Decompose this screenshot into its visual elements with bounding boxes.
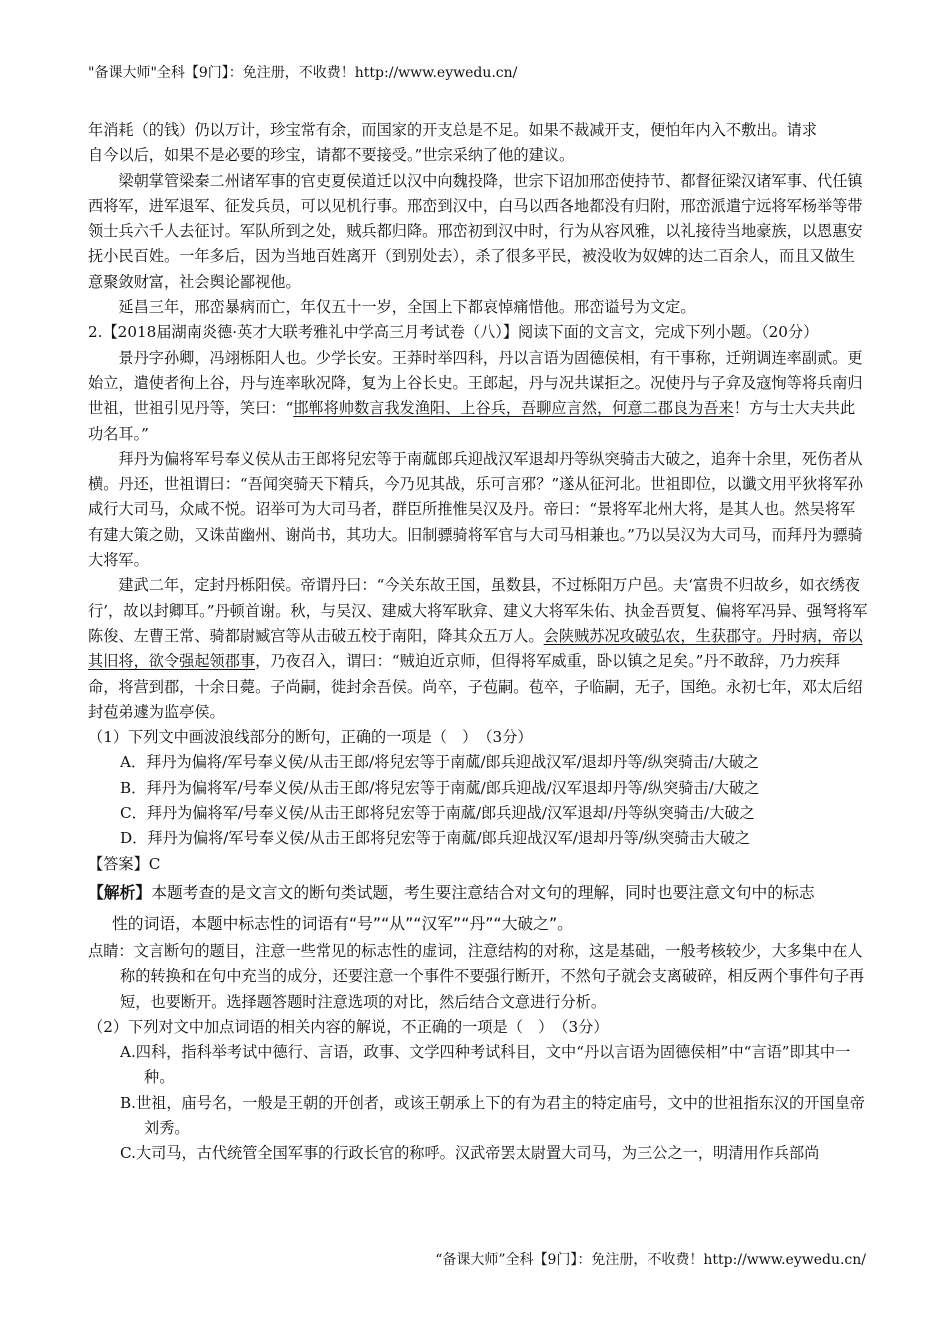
question-title: 2.【2018届湖南炎德·英才大联考雅礼中学高三月考试卷（八）】阅读下面的文言文，完成下列小题。（20分） <box>88 323 819 342</box>
paragraph: 自今以后，如果不是必要的珍宝，请都不要接受。”世宗采纳了他的建议。 <box>88 146 575 165</box>
option-a: A．拜丹为偏将/军号奉义侯/从击王郎/将兒宏等于南蓏/郎兵迎战汉军/退却丹等/纵突骑击/大破之 <box>120 753 760 772</box>
paragraph: 梁朝掌管梁秦二州诸军事的官吏夏侯道迁以汉中向魏投降，世宗下诏加邢峦使持节、都督征梁汉诸军事、代任镇西将军，进军退军、征发兵员，可以见机行事。邢峦到汉中，白马以西各地都没有归附，邢峦派遣宁远将军杨举等带领士兵六千人去征讨。军队所到之处，贼兵都归降。邢峦初到汉中时，行为从容风雅，以礼接待当地豪族，以恩惠安抚小民百姓。一年多后，因为当地百姓离开（到别处去），杀了很多平民，被没收为奴婢的达二百余人，而且又做生意聚敛财富，社会舆论鄙视他。 <box>88 171 863 291</box>
sub-question: （1）下列文中画波浪线部分的断句，正确的一项是（ ） （3分） <box>88 728 533 747</box>
analysis <box>88 877 868 908</box>
document-body <box>88 118 868 1167</box>
passage-text: 景丹字孙卿，冯翊栎阳人也。少学长安。王莽时举四科，丹以言语为固德侯相，有干事称，迁朔调连率副贰。更始立，遣使者徇上谷，丹与连率耿况降，复为上谷长史。王郎起，丹与况共谋拒之。况使丹与子弇及寇恂等将兵南归世祖，世祖引见丹等，笑曰：“ <box>88 348 863 418</box>
option-d: D．拜丹为偏将/军号奉义侯/从击王郎将兒宏等于南蓏/郎兵迎战汉军/退却丹等/纵突骑击大破之 <box>120 829 751 848</box>
underlined-sentence: 邯郸将帅数言我发渔阳、上谷兵，吾聊应言然，何意二郡良为吾来 <box>293 399 734 418</box>
passage-paragraph <box>88 573 868 725</box>
tips: 点睛：文言断句的题目，注意一些常见的标志性的虚词，注意结构的对称，这是基础，一般考核较少，大多集中在人称的转换和在句中充当的成分，还要注意一个事件不要强行断开，不然句子就会支离破碎，相反两个事件句子再短，也要断开。选择题答题时注意选项的对比，然后结合文意进行分析。 <box>88 941 865 1011</box>
analysis-label: 【解析】 <box>88 882 152 902</box>
analysis-text: 本题考查的是文言文的断句类试题，考生要注意结合对文句的理解，同时也要注意文句中的标志 <box>151 882 815 902</box>
option-c: C.大司马，古代统管全国军事的行政长官的称呼。汉武帝罢太尉置大司马，为三公之一，明清用作兵部尚 <box>120 1144 820 1163</box>
passage-paragraph <box>88 346 868 447</box>
page-header: "备课大师"全科【9门】：免注册，不收费！http://www.eywedu.cn/ <box>88 65 518 81</box>
sub-question: （2）下列对文中加点词语的相关内容的解说，不正确的一项是（ ） （3分） <box>88 1017 609 1036</box>
option-c: C．拜丹为偏将军/号奉义侯/从击王郎将兒宏等于南蓏/郎兵迎战/汉军退却/丹等纵突骑击/大破之 <box>120 804 755 823</box>
passage-paragraph: 拜丹为偏将军号奉义侯从击王郎将兒宏等于南蓏郎兵迎战汉军退却丹等纵突骑击大破之，追奔十余里，死伤者从横。丹还，世祖谓曰：“吾闻突骑天下精兵，今乃见其战，乐可言邪？”遂从征河北。世祖即位，以谶文用平狄将军孙咸行大司马，众咸不悦。诏举可为大司马者，群臣所推惟吴汉及丹。帝曰：“景将军北州大将，是其人也。然吴将军有建大策之勋，又诛苗幽州、谢尚书，其功大。旧制骠骑将军官与大司马相兼也。”乃以吴汉为大司马，而拜丹为骠骑大将军。 <box>88 449 863 570</box>
passage-text: 建武二年，定封丹栎阳侯。帝谓丹曰：“今关东故王国，虽数县，不过栎阳万户邑。夫‘富贵不归故乡，如衣绣夜行’，故以封卿耳。”丹顿首谢。秋，与吴汉、建威大将军耿弇、建义大将军朱佑、执金吾贾复、偏将军冯异、强弩将军陈俊、左曹王常、骑都尉臧宫等从击破五校于南阳，降其众五万人。 <box>88 576 868 645</box>
analysis-continued: 性的词语，本题中标志性的词语有“号”“从”“汉军”“丹”“大破之”。 <box>112 913 573 933</box>
passage-text: ！方与士大夫共此功名耳。” <box>88 399 856 443</box>
option-b: B.世祖，庙号名，一般是王朝的开创者，或该王朝承上下的有为君主的特定庙号，文中的世祖指东汉的开国皇帝刘秀。 <box>120 1093 865 1137</box>
underlined-sentence: 会陕贼苏况攻破弘农，生获郡守。丹时病，帝以其旧将，欲令强起领郡事 <box>88 626 863 671</box>
paragraph: 年消耗（的钱）仍以万计，珍宝常有余，而国家的开支总是不足。如果不裁减开支，便怕年内入不敷出。请求 <box>88 121 817 139</box>
passage-text: ，乃夜召入，谓曰：“贼迫近京师，但得将军威重，卧以镇之足矣。”丹不敢辞，乃力疾拜命，将营到郡，十余日薨。子尚嗣，徙封余吾侯。尚卒，子苞嗣。苞卒，子临嗣，无子，国绝。永初七年，邓太后绍封苞弟遽为监亭侯。 <box>88 652 863 721</box>
page-footer: “备课大师”全科【9门】：免注册，不收费！http://www.eywedu.cn/ <box>435 1252 866 1268</box>
option-b: B．拜丹为偏将军/号奉义侯/从击王郎/将兒宏等于南蓏/郎兵迎战/汉军退却丹等/纵突骑击/大破之 <box>120 778 760 797</box>
option-a: A.四科，指科举考试中德行、言语，政事、文学四种考试科目，文中“丹以言语为固德侯相”中“言语”即其中一种。 <box>120 1043 851 1087</box>
paragraph: 延昌三年，邢峦暴病而亡，年仅五十一岁，全国上下都哀悼痛惜他。邢峦谥号为文定。 <box>118 298 696 317</box>
answer: 【答案】C <box>88 854 161 873</box>
